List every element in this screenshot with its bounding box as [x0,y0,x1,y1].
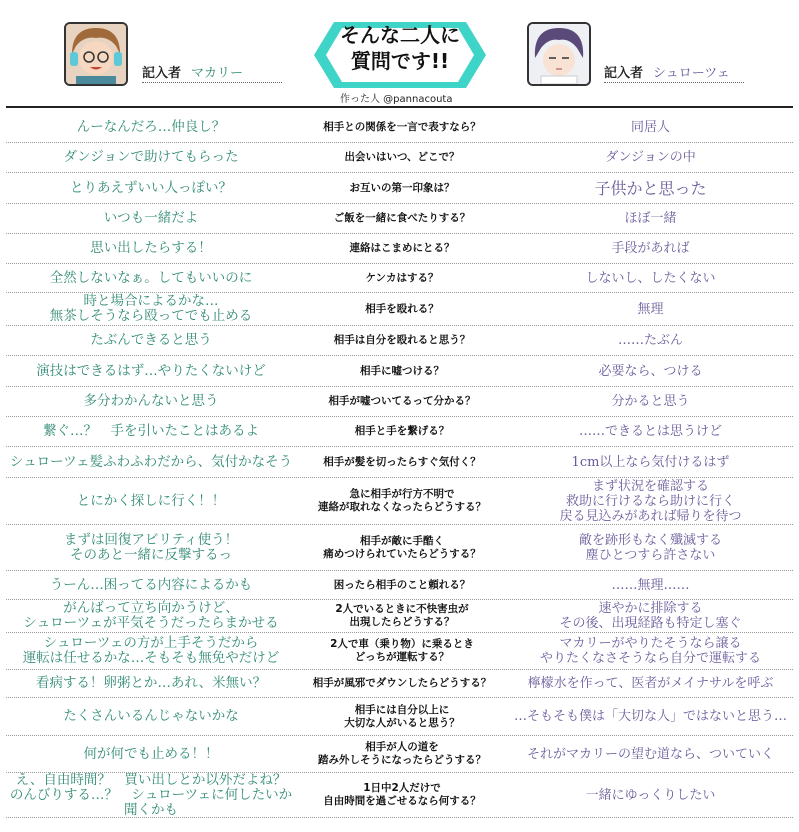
qa-row [6,736,793,773]
qa-row [6,204,793,234]
qa-row [6,417,793,447]
question [296,387,508,416]
answer-schrotze-text: それがマカリーの望む道なら、ついていく [526,746,774,762]
question-text: お互いの第一印象は？ [349,181,455,194]
question-text: 1日中2人だけで 自由時間を過ごせるなら何する？ [323,782,481,807]
answer-schrotze-text: ほぼ一緒 [624,211,677,226]
answer-makarie-text: 演技はできるはず…やりたくないけど [36,362,266,379]
qa-row [6,600,793,633]
answer-schrotze [508,143,793,172]
answer-makarie [6,736,296,772]
avatar-left [64,22,128,86]
qa-row [6,356,793,387]
question [296,143,508,172]
question [296,571,508,599]
question-text: ご飯を一緒に食べたりする？ [333,212,471,224]
answer-makarie-text: うーん…困ってる内容によるかも [49,576,253,593]
answer-schrotze [508,571,793,599]
answer-makarie-text: シュローツェの方が上手そうだから 運転は任せるかな…そもそも無免やだけど [22,635,280,666]
question [296,633,508,669]
answer-schrotze-text: マカリーがやりたそうなら譲る やりたくなさそうなら自分で運転する [539,636,761,666]
qa-row [6,670,793,698]
entry-left-label: 記入者 [142,66,182,81]
answer-makarie [6,633,296,669]
question [296,736,508,772]
answer-makarie [6,600,296,632]
answer-makarie-text: シュローツェ髪ふわふわだから、気付かなそう [9,453,293,470]
answer-schrotze-text: ……できるとは思うけど [578,424,722,439]
answer-makarie-text: がんばって立ち向かうけど、 シュローツェが平気そうだったらまかせる [23,600,279,631]
answer-makarie [6,112,296,142]
answer-makarie [6,447,296,477]
avatar-right [527,22,591,86]
page-title-text: そんな二人に 質問です!! [340,23,460,73]
question-text: 出会いはいつ、どこで？ [344,151,460,163]
answer-schrotze-text: 敵を跡形もなく殲滅する 塵ひとつすら許さない [578,532,722,563]
answer-schrotze-text: 必要なら、つける [598,363,703,379]
question [296,112,508,142]
answer-schrotze [508,600,793,632]
answer-makarie-text: たくさんいるんじゃないかな [63,708,239,724]
answer-schrotze-text: 手段があれば [611,241,690,256]
answer-schrotze-text: ダンジョンの中 [605,150,696,165]
header [0,0,799,108]
question-text: 困ったら相手のこと頼れる？ [333,578,471,591]
answer-schrotze [508,204,793,233]
question-text: 相手は自分を殴れると思う？ [333,334,471,346]
answer-makarie-text: ダンジョンで助けてもらった [63,149,239,165]
question-text: 連絡はこまめにとる？ [349,242,455,254]
answer-makarie [6,698,296,735]
question [296,293,508,325]
answer-schrotze-text: まず状況を確認する 救助に行けるなら助けに行く 戻る見込みがあれば帰りを待つ [559,478,742,524]
answer-makarie [6,234,296,263]
question [296,356,508,386]
answer-schrotze [508,173,793,203]
answer-schrotze [508,698,793,735]
answer-makarie [6,417,296,446]
question [296,264,508,292]
answer-makarie-text: 看病する！卵粥とか…あれ、米無い？ [35,675,267,691]
qa-row [6,293,793,326]
entry-left [142,62,282,81]
answer-makarie [6,773,296,817]
answer-makarie [6,204,296,233]
answer-schrotze [508,773,793,817]
answer-schrotze [508,478,793,524]
answer-makarie-text: 繋ぐ…？ 手を引いたことはあるよ [43,423,259,439]
entry-left-name: マカリー [191,66,244,81]
question-text: 相手に嘘つける？ [360,364,444,377]
question-text: 2人でいるときに不快害虫が 出現したらどうする？ [335,603,469,628]
answer-makarie-text: とりあえずいい人っぽい？ [70,179,232,196]
question [296,173,508,203]
question-text: 相手との関係を一言で表すなら？ [323,120,481,133]
qa-row [6,698,793,736]
answer-makarie [6,264,296,292]
answer-makarie-text: 何が何でも止める！！ [83,745,219,762]
answer-makarie-text: いつも一緒だよ [103,210,199,226]
entry-right-name: シュローツェ [653,66,730,81]
question [296,326,508,355]
qa-row [6,633,793,670]
answer-schrotze-text: 無理 [637,301,664,317]
question [296,670,508,697]
answer-makarie [6,143,296,172]
answer-makarie-text: とにかく探しに行く！！ [76,492,226,509]
question [296,773,508,817]
qa-row [6,143,793,173]
question-text: 相手が髪を切ったらすぐ気付く？ [323,455,481,468]
question-text: ケンカはする？ [365,271,439,284]
answer-makarie [6,173,296,203]
question-text: 相手を殴れる？ [365,302,439,315]
qa-row [6,571,793,600]
answer-schrotze-text: 一緒にゆっくりしたい [585,787,716,803]
answer-schrotze-text: 檸檬水を作って、医者がメイナサルを呼ぶ [527,676,774,691]
question [296,600,508,632]
answer-makarie [6,571,296,599]
question [296,525,508,570]
question-text: 相手が嘘ついてるって分かる？ [328,395,476,407]
answer-schrotze-text: 分かると思う [611,394,690,409]
answer-makarie-text: 思い出したらする！ [90,240,212,256]
answer-schrotze-text: ……たぶん [617,333,683,348]
entry-right-underline [604,82,744,83]
question [296,234,508,263]
qa-row [6,234,793,264]
qa-row [6,112,793,143]
answer-schrotze [508,447,793,477]
answer-makarie-text: んーなんだろ…仲良し？ [76,118,226,135]
qa-row [6,478,793,525]
answer-schrotze [508,387,793,416]
answer-schrotze-text: 同居人 [630,119,670,135]
answer-schrotze-text: ……無理…… [611,577,690,593]
answer-schrotze [508,670,793,697]
answer-schrotze-text: 子供かと思った [594,178,707,198]
answer-makarie [6,670,296,697]
author-credit: 作った人 @pannacouta [340,94,453,105]
qa-row [6,387,793,417]
answer-makarie [6,326,296,355]
answer-makarie [6,478,296,524]
entry-left-underline [142,82,282,83]
question-text: 相手には自分以上に 大切な人がいると思う？ [344,703,460,729]
entry-right [604,62,744,81]
qa-row [6,173,793,204]
qa-row [6,326,793,356]
qa-row [6,773,793,818]
qa-row [6,525,793,571]
answer-schrotze [508,326,793,355]
answer-makarie-text: 全然しないなぁ。してもいいのに [49,269,253,286]
question-text: 相手が敵に手酷く 痛めつけられていたらどうする？ [323,534,481,560]
answer-schrotze-text: 速やかに排除する その後、出現経路も特定し塞ぐ [559,601,742,631]
answer-schrotze-text: しないし、したくない [585,270,716,286]
answer-schrotze [508,112,793,142]
answer-makarie-text: たぶんできると思う [90,332,212,348]
answer-schrotze [508,264,793,292]
question-text: 急に相手が行方不明で 連絡が取れなくなったらどうする？ [318,488,486,513]
header-divider [6,106,793,108]
answer-makarie [6,293,296,325]
entry-right-label: 記入者 [604,66,644,81]
answer-makarie-text: 多分わかんないと思う [83,393,219,409]
question [296,698,508,735]
answer-schrotze-text: …そもそも僕は「大切な人」ではないと思う… [513,709,787,724]
question-text: 相手が人の道を 踏み外しそうになったらどうする？ [318,741,486,766]
answer-makarie [6,525,296,570]
question [296,478,508,524]
question-text: 相手が風邪でダウンしたらどうする？ [312,677,492,689]
answer-makarie [6,387,296,416]
page-title [314,22,486,74]
answer-schrotze [508,356,793,386]
answer-makarie-text: 時と場合によるかな… 無茶しそうなら殴ってでも止める [49,293,253,324]
answer-makarie-text: え、自由時間？ 買い出しとか以外だよね？ のんびりする…？ シュローツェに何したいか聞くかも [9,771,293,818]
answer-schrotze [508,417,793,446]
answer-schrotze-text: 1cm以上なら気付けるはず [571,454,730,470]
answer-makarie [6,356,296,386]
title-banner [314,18,486,92]
question-text: 2人で車（乗り物）に乗るとき どっちが運転する？ [330,638,474,663]
qa-row [6,447,793,478]
answer-makarie-text: まずは回復アビリティ使う！ そのあと一緒に反撃するっ [63,531,239,563]
answer-schrotze [508,633,793,669]
answer-schrotze [508,525,793,570]
answer-schrotze [508,293,793,325]
question [296,204,508,233]
question-text: 相手と手を繋げる？ [354,425,450,437]
question [296,417,508,446]
qa-row [6,264,793,293]
answer-schrotze [508,234,793,263]
question [296,447,508,477]
answer-schrotze [508,736,793,772]
